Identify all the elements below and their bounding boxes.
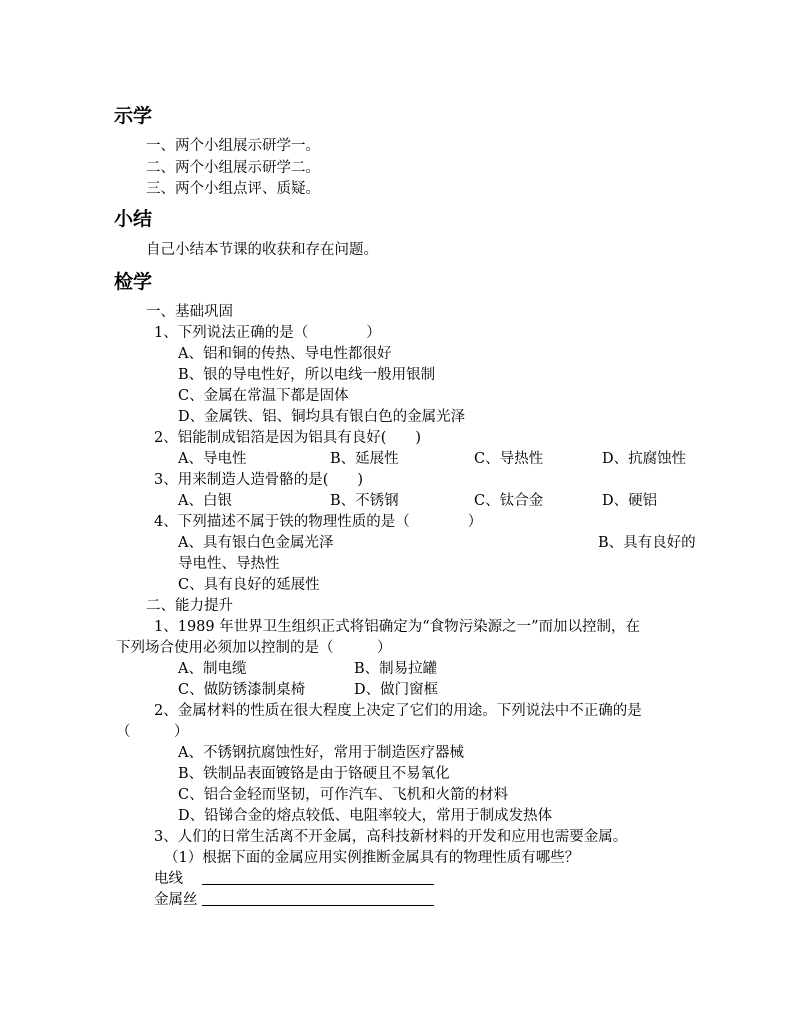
question-stem: 4、下列描述不属于铁的物理性质的是（ ） — [154, 514, 483, 530]
question-option: C、做防锈漆制桌椅 — [178, 682, 306, 698]
answer-blank[interactable] — [202, 884, 434, 885]
section-heading-xiaojie: 小结 — [114, 208, 153, 230]
part2-title: 二、能力提升 — [146, 598, 233, 614]
question-option: D、铅锑合金的熔点较低、电阻率较大，常用于制成发热体 — [178, 808, 553, 824]
shixue-item: 二、两个小组展示研学二。 — [146, 160, 320, 176]
question-stem: 1、下列说法正确的是（ ） — [154, 325, 381, 341]
question-option: D、抗腐蚀性 — [602, 451, 687, 467]
question-option: A、导电性 — [178, 451, 247, 467]
question-option: D、金属铁、铝、铜均具有银白色的金属光泽 — [178, 409, 466, 425]
question-option: A、制电缆 — [178, 661, 247, 677]
question-option: A、不锈钢抗腐蚀性好，常用于制造医疗器械 — [178, 745, 464, 761]
fill-label: 电线 — [154, 871, 183, 887]
question-option: C、钛合金 — [474, 493, 544, 509]
question-option: C、铝合金轻而坚韧，可作汽车、飞机和火箭的材料 — [178, 787, 509, 803]
question-option-continued: 导电性、导热性 — [178, 556, 280, 572]
question-stem-continued: 下列场合使用必须加以控制的是（ ） — [116, 640, 392, 656]
question-stem: 3、人们的日常生活离不开金属，高科技新材料的开发和应用也需要金属。 — [154, 829, 628, 845]
sub-question: （1）根据下面的金属应用实例推断金属具有的物理性质有哪些？ — [164, 850, 580, 866]
part1-title: 一、基础巩固 — [146, 304, 233, 320]
xiaojie-text: 自己小结本节课的收获和存在问题。 — [146, 242, 378, 258]
question-stem: 2、金属材料的性质在很大程度上决定了它们的用途。下列说法中不正确的是 — [154, 703, 642, 719]
section-heading-jianxue: 检学 — [114, 271, 153, 293]
question-option: B、银的导电性好，所以电线一般用银制 — [178, 367, 436, 383]
question-option: C、导热性 — [474, 451, 544, 467]
fill-label: 金属丝 — [154, 892, 198, 908]
question-option: D、做门窗框 — [354, 682, 439, 698]
section-heading-shixue: 示学 — [114, 105, 153, 127]
question-option: A、铝和铜的传热、导电性都很好 — [178, 346, 392, 362]
question-option: A、具有银白色金属光泽 — [178, 535, 334, 551]
shixue-item: 一、两个小组展示研学一。 — [146, 138, 320, 154]
answer-blank[interactable] — [202, 905, 434, 906]
question-option: B、具有良好的 — [598, 535, 696, 551]
question-option: B、制易拉罐 — [354, 661, 438, 677]
question-option: B、不锈钢 — [330, 493, 399, 509]
question-option: B、延展性 — [330, 451, 399, 467]
question-stem-continued: （ ） — [116, 724, 189, 740]
question-option: B、铁制品表面镀铬是由于铬硬且不易氧化 — [178, 766, 450, 782]
question-option: D、硬铝 — [602, 493, 658, 509]
question-stem: 2、铝能制成铝箔是因为铝具有良好( ) — [154, 430, 422, 446]
question-option: C、金属在常温下都是固体 — [178, 388, 349, 404]
shixue-item: 三、两个小组点评、质疑。 — [146, 181, 320, 197]
question-option: A、白银 — [178, 493, 232, 509]
question-option: C、具有良好的延展性 — [178, 577, 320, 593]
question-stem: 1、1989 年世界卫生组织正式将铝确定为“食物污染源之一”而加以控制，在 — [154, 619, 641, 635]
question-stem: 3、用来制造人造骨骼的是( ) — [154, 472, 364, 488]
